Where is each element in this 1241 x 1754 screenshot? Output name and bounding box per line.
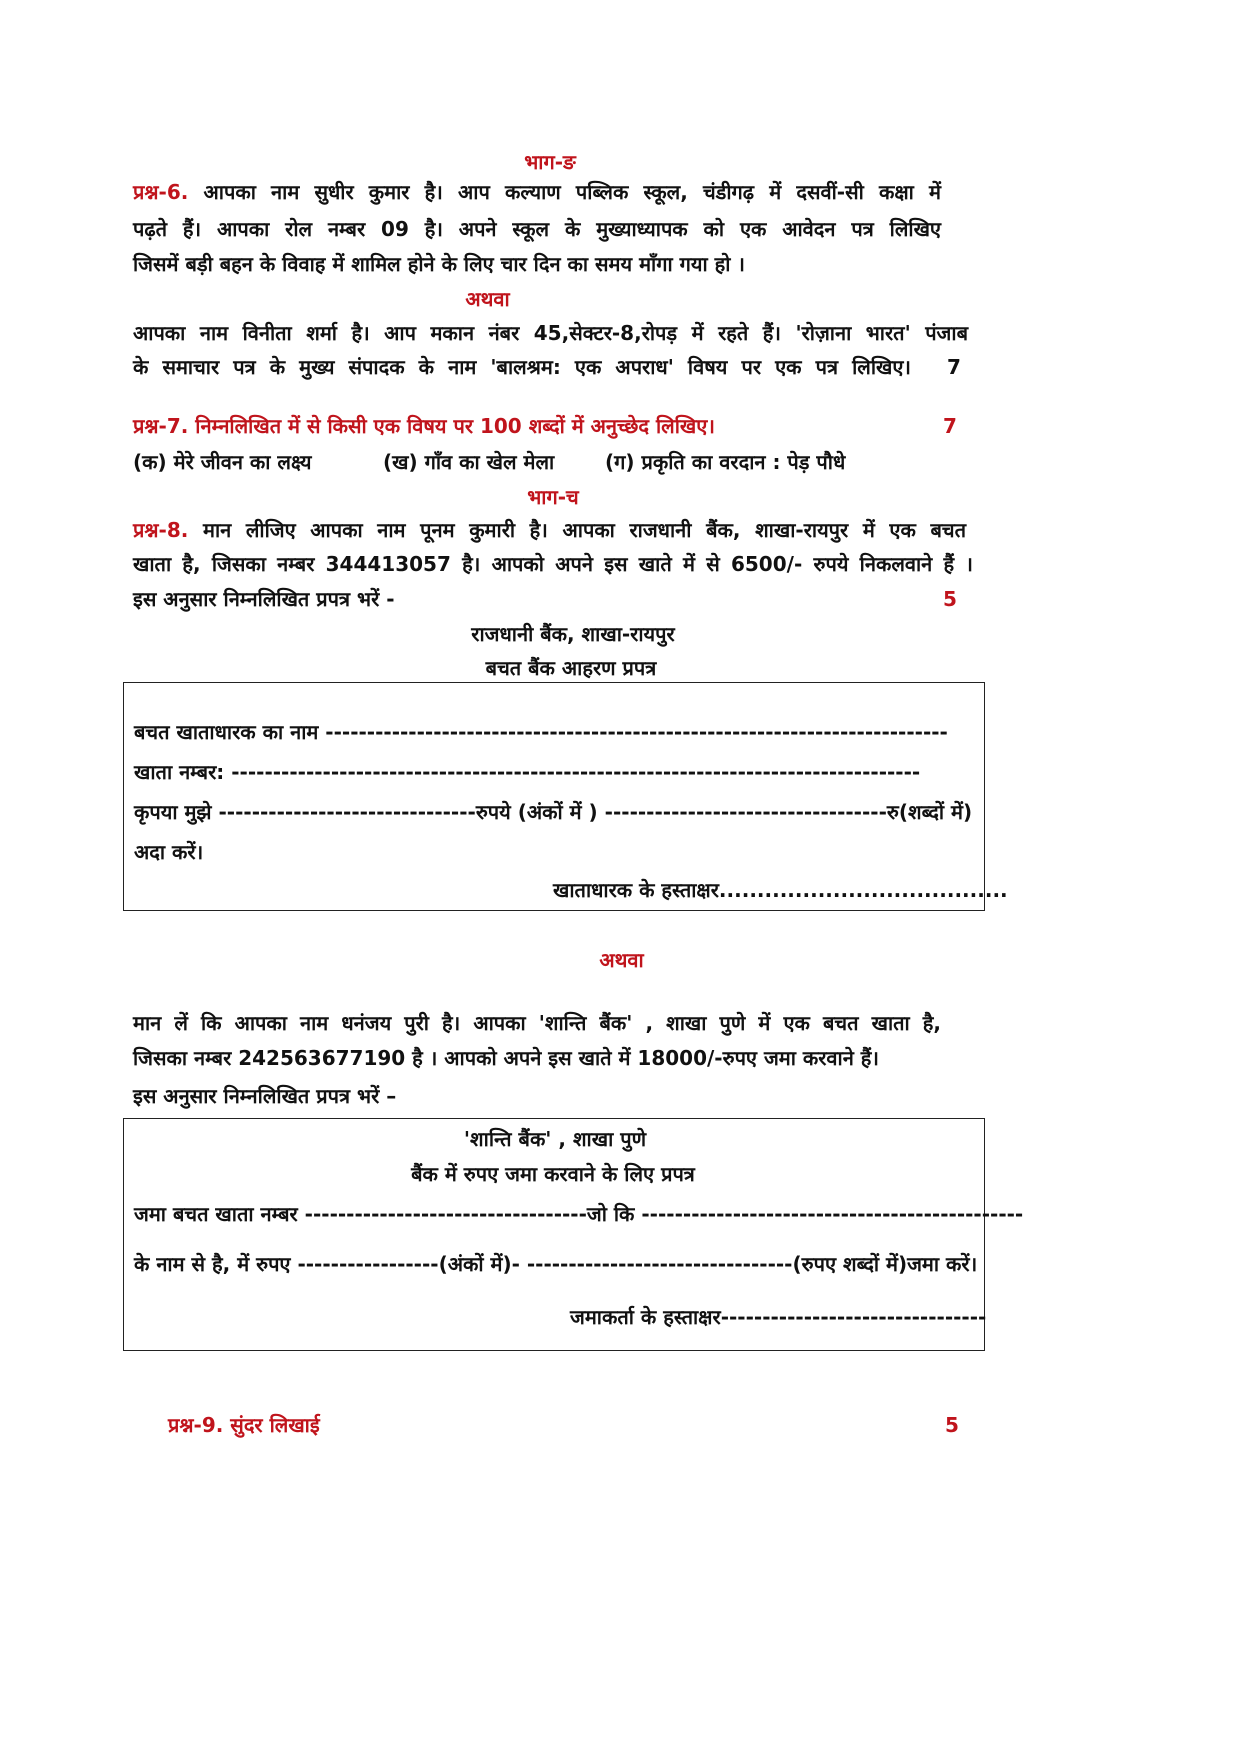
section-heading-bhag-e: भाग-ङ <box>524 150 576 174</box>
form1-pay-text: अदा करें। <box>134 840 204 864</box>
q8-athva: अथवा <box>599 948 644 972</box>
q6-athva: अथवा <box>465 287 510 311</box>
q8-text-1: मान लीजिए आपका नाम पूनम कुमारी है। आपका राजधानी बैंक, शाखा-रायपुर में एक बचत <box>202 518 966 542</box>
q9-marks: 5 <box>945 1413 959 1437</box>
q6-label: प्रश्न-6. <box>133 180 189 204</box>
q8-line-3: इस अनुसार निम्नलिखित प्रपत्र भरें - <box>133 587 395 611</box>
form2-signature-field: जमाकर्ता के हस्ताक्षर-------------------------------- <box>570 1305 987 1329</box>
form2-title: बैंक में रुपए जमा करवाने के लिए प्रपत्र <box>411 1162 695 1186</box>
form1-signature-field: खाताधारक के हस्ताक्षर...................................... <box>553 878 1008 902</box>
q6-alt-line-1: आपका नाम विनीता शर्मा है। आप मकान नंबर 45,सेक्टर-8,रोपड़ में रहते हैं। 'रोज़ाना भारत' पंजाब <box>133 321 968 345</box>
q6-alt-line-2: के समाचार पत्र के मुख्य संपादक के नाम 'बालश्रम: एक अपराध' विषय पर एक पत्र लिखिए। <box>133 355 911 379</box>
form2-amount-field: के नाम से है, में रुपए -----------------(अंकों में)- --------------------------------(रुपए शब्दों में)जमा करें। <box>134 1252 978 1276</box>
q8-alt-line-2: जिसका नम्बर 242563677190 है । आपको अपने इस खाते में 18000/-रुपए जमा करवाने हैं। <box>133 1046 879 1070</box>
form2-deposit-account-field: जमा बचत खाता नम्बर ----------------------------------जो कि ---------------------------------------------- <box>134 1202 1024 1226</box>
q7-text: प्रश्न-7. निम्नलिखित में से किसी एक विषय पर 100 शब्दों में अनुच्छेद लिखिए। <box>133 414 715 438</box>
q8-line-2: खाता है, जिसका नम्बर 344413057 है। आपको अपने इस खाते में से 6500/- रुपये निकलवाने हैं । <box>133 552 973 576</box>
q9-text: प्रश्न-9. सुंदर लिखाई <box>168 1413 320 1437</box>
q8-alt-line-3: इस अनुसार निम्नलिखित प्रपत्र भरें – <box>133 1084 397 1108</box>
q8-line-1 <box>133 518 966 542</box>
form1-bank-heading: राजधानी बैंक, शाखा-रायपुर <box>471 622 675 646</box>
q6-line-2: पढ़ते हैं। आपका रोल नम्बर 09 है। अपने स्कूल के मुख्याध्यापक को एक आवेदन पत्र लिखिए <box>133 217 941 241</box>
q7-option-kh: (ख) गाँव का खेल मेला <box>383 450 555 474</box>
q8-marks: 5 <box>943 587 957 611</box>
q6-line-3: जिसमें बड़ी बहन के विवाह में शामिल होने के लिए चार दिन का समय माँगा गया हो । <box>133 252 745 276</box>
q7-option-g: (ग) प्रकृति का वरदान : पेड़ पौधे <box>605 450 846 474</box>
form1-amount-request-field: कृपया मुझे -------------------------------रुपये (अंकों में ) ----------------------------------रु(शब्दों में) <box>134 800 973 824</box>
q6-marks: 7 <box>947 355 961 379</box>
form1-account-number-field: खाता नम्बर: ----------------------------------------------------------------------------------- <box>134 760 921 784</box>
form1-holder-name-field: बचत खाताधारक का नाम --------------------------------------------------------------------------- <box>134 720 948 744</box>
q7-option-k: (क) मेरे जीवन का लक्ष्य <box>133 450 312 474</box>
q8-label: प्रश्न-8. <box>133 518 189 542</box>
form1-title: बचत बैंक आहरण प्रपत्र <box>485 656 657 680</box>
q6-text-1: आपका नाम सुधीर कुमार है। आप कल्याण पब्लिक स्कूल, चंडीगढ़ में दसवीं-सी कक्षा में <box>203 180 941 204</box>
q6-line-1 <box>133 180 941 204</box>
q8-alt-line-1: मान लें कि आपका नाम धनंजय पुरी है। आपका 'शान्ति बैंक' , शाखा पुणे में एक बचत खाता है, <box>133 1011 941 1035</box>
section-heading-bhag-ch: भाग-च <box>527 485 579 509</box>
withdrawal-form-box <box>123 682 985 911</box>
form2-bank-heading: 'शान्ति बैंक' , शाखा पुणे <box>463 1127 647 1151</box>
q7-marks: 7 <box>943 414 957 438</box>
